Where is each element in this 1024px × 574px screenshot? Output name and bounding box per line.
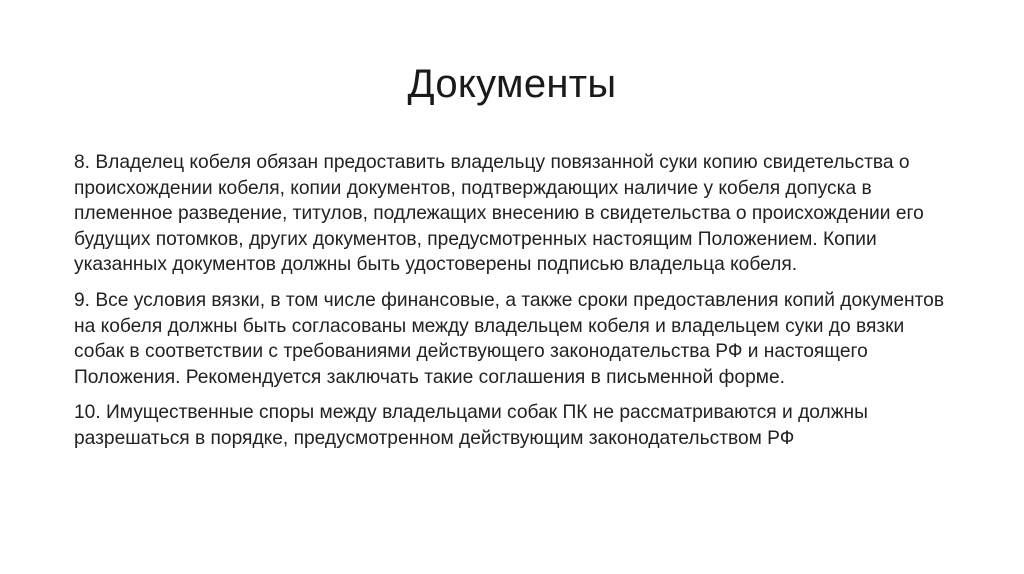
slide-body — [74, 150, 954, 462]
paragraph-item-10: 10. Имущественные споры между владельцами собак ПК не рассматриваются и должны разрешаться в порядке, предусмотренном действующим законодательством РФ — [74, 402, 868, 449]
paragraph-item-8: 8. Владелец кобеля обязан предоставить владельцу повязанной суки копию свидетельства о происхождении кобеля, копии документов, подтверждающих наличие у кобеля допуска в племенное разведение, титулов, подлежащих внесению в свидетельства о происхождении его будущих потомков, других документов, предусмотренных настоящим Положением. Копии указанных документов должны быть удостоверены подписью владельца кобеля. — [74, 152, 924, 276]
slide-title: Документы — [407, 62, 617, 106]
paragraph-item-9: 9. Все условия вязки, в том числе финансовые, а также сроки предоставления копий документов на кобеля должны быть согласованы между владельцем кобеля и владельцем суки до вязки собак в соответствии с требованиями действующего законодательства РФ и настоящего Положения. Рекомендуется заключать такие соглашения в письменной форме. — [74, 289, 945, 388]
